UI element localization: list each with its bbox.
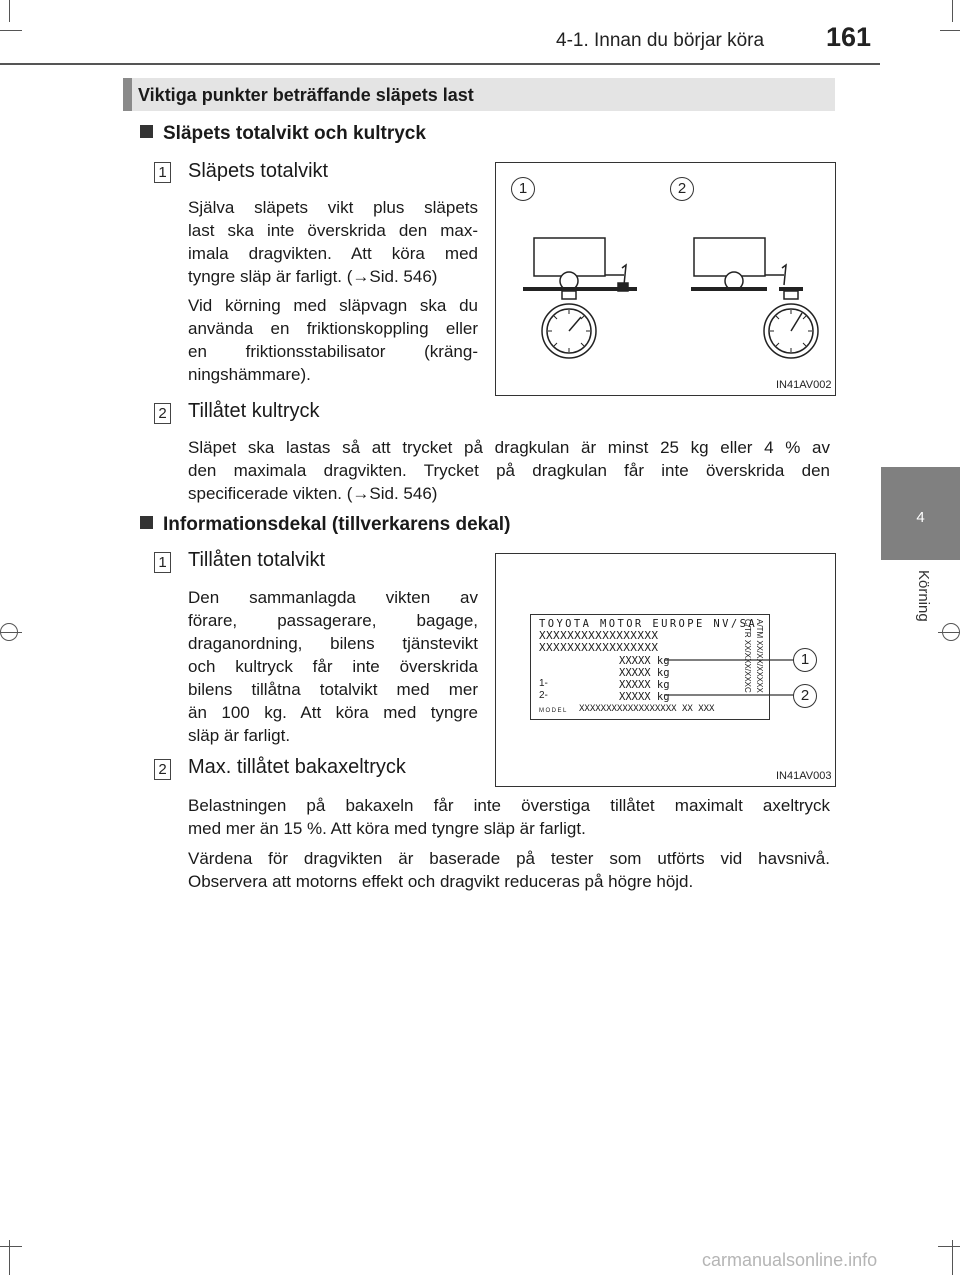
- crop-mark: [940, 30, 960, 31]
- chapter-title: Körning: [915, 570, 932, 622]
- crop-mark: [938, 1246, 960, 1247]
- crop-mark: [952, 0, 953, 22]
- text-line: Själva släpets vikt plus släpets: [188, 198, 478, 217]
- item-title: Släpets totalvikt: [188, 160, 329, 182]
- figure-callout-2: 2: [793, 684, 817, 708]
- plate-side-code: C/TR XX/XXX/XXXC: [743, 619, 752, 693]
- watermark: carmanualsonline.info: [702, 1250, 878, 1270]
- figure-manufacturer-label: [495, 553, 836, 787]
- crop-mark: [9, 0, 10, 22]
- subheading-text: Släpets totalvikt och kultryck: [163, 123, 426, 144]
- crop-mark: [938, 632, 960, 633]
- text-line: draganordning, bilens tjänstevikt: [188, 634, 478, 653]
- text-line: och kultryck får inte överskrida: [188, 657, 478, 676]
- section-title: Viktiga punkter beträffande släpets last: [138, 85, 474, 105]
- item-title: Tillåtet kultryck: [188, 400, 320, 422]
- item-title: Tillåten totalvikt: [188, 549, 326, 571]
- figure-callout-1: 1: [511, 177, 535, 201]
- square-bullet-icon: [140, 516, 153, 529]
- plate-weight: XXXXX kg: [619, 679, 670, 691]
- text-line: last ska inte överskrida den max-: [188, 221, 478, 240]
- text-line: Observera att motorns effekt och dragvikt reduceras på högre höjd.: [188, 872, 694, 891]
- section-title-bar: [123, 78, 835, 111]
- plate-model-label: MODEL: [539, 708, 568, 714]
- item-number-box: 1: [154, 552, 171, 573]
- plate-weight: XXXXX kg: [619, 667, 670, 679]
- figure-callout-2: 2: [670, 177, 694, 201]
- text-line: den maximala dragvikten. Trycket på dragkulan får inte överskrida den: [188, 461, 830, 480]
- chapter-number: 4: [916, 509, 925, 526]
- crop-mark: [0, 30, 22, 31]
- text-line: Den sammanlagda vikten av: [188, 588, 478, 607]
- text-line: släp är farligt.: [188, 726, 291, 745]
- text-line: med mer än 15 %. Att köra med tyngre släp är farligt.: [188, 819, 586, 838]
- text-line: imala dragvikten. Att köra med: [188, 244, 478, 263]
- text-line: Värdena för dragvikten är baserade på tester som utförts vid havsnivå.: [188, 849, 830, 868]
- plate-axle-label: 1-: [539, 678, 548, 689]
- item-description: [188, 586, 478, 747]
- subheading-text: Informationsdekal (tillverkarens dekal): [163, 514, 511, 535]
- text-line: bilens tillåtna totalvikt med mer: [188, 680, 478, 699]
- item-title: Max. tillåtet bakaxeltryck: [188, 756, 406, 778]
- plate-weight: XXXXX kg: [619, 691, 670, 703]
- plate-row: XXXXXXXXXXXXXXXXX: [539, 629, 659, 642]
- plate-row: XXXXXXXXXXXXXXXXX: [539, 641, 659, 654]
- subheading-info-label: [140, 514, 510, 536]
- text-line: använda en friktionskoppling eller: [188, 319, 478, 338]
- chapter-tab: [881, 467, 960, 560]
- square-bullet-icon: [140, 125, 153, 138]
- figure-trailer-weight-scales: [495, 162, 836, 396]
- text-line: en friktionsstabilisator (kräng-: [188, 342, 478, 361]
- plate-maker: TOYOTA MOTOR EUROPE NV/SA: [539, 618, 758, 630]
- item-number-box: 2: [154, 759, 171, 780]
- page-number: 161: [826, 22, 872, 52]
- text-line: Belastningen på bakaxeln får inte överstiga tillåtet maximalt axeltryck: [188, 796, 830, 815]
- crop-mark: [0, 632, 22, 633]
- item-description: [188, 794, 830, 893]
- text-line: tyngre släp är farligt. (→Sid. 546): [188, 267, 438, 286]
- plate-weight: XXXXX kg: [619, 655, 670, 667]
- crop-mark: [0, 1246, 22, 1247]
- subheading-trailer-weight: [140, 123, 426, 145]
- item-number-box: 1: [154, 162, 171, 183]
- figure-code: IN41AV003: [776, 770, 832, 782]
- header-rule: [0, 63, 880, 65]
- scales-illustration: [496, 163, 834, 394]
- text-line: Vid körning med släpvagn ska du: [188, 296, 478, 315]
- plate-side-code: A/TM XX/XX/XXXXX: [755, 619, 764, 693]
- figure-code: IN41AV002: [776, 379, 832, 391]
- callout-leaders: [496, 554, 834, 785]
- crop-mark: [952, 1240, 953, 1275]
- text-line: än 100 kg. Att köra med tyngre: [188, 703, 478, 722]
- figure-callout-1: 1: [793, 648, 817, 672]
- item-number-box: 2: [154, 403, 171, 424]
- item-description: [188, 436, 830, 505]
- text-line: Släpet ska lastas så att trycket på dragkulan är minst 25 kg eller 4 % av: [188, 438, 830, 457]
- plate-axle-label: 2-: [539, 690, 548, 701]
- item-description: [188, 196, 478, 386]
- running-header: 4-1. Innan du börjar köra: [556, 30, 765, 51]
- text-line: förare, passagerare, bagage,: [188, 611, 478, 630]
- plate-model-value: XXXXXXXXXXXXXXXXXX XX XXX: [579, 704, 715, 714]
- text-line: specificerade vikten. (→Sid. 546): [188, 484, 438, 503]
- text-line: ningshämmare).: [188, 365, 311, 384]
- crop-mark: [9, 1240, 10, 1275]
